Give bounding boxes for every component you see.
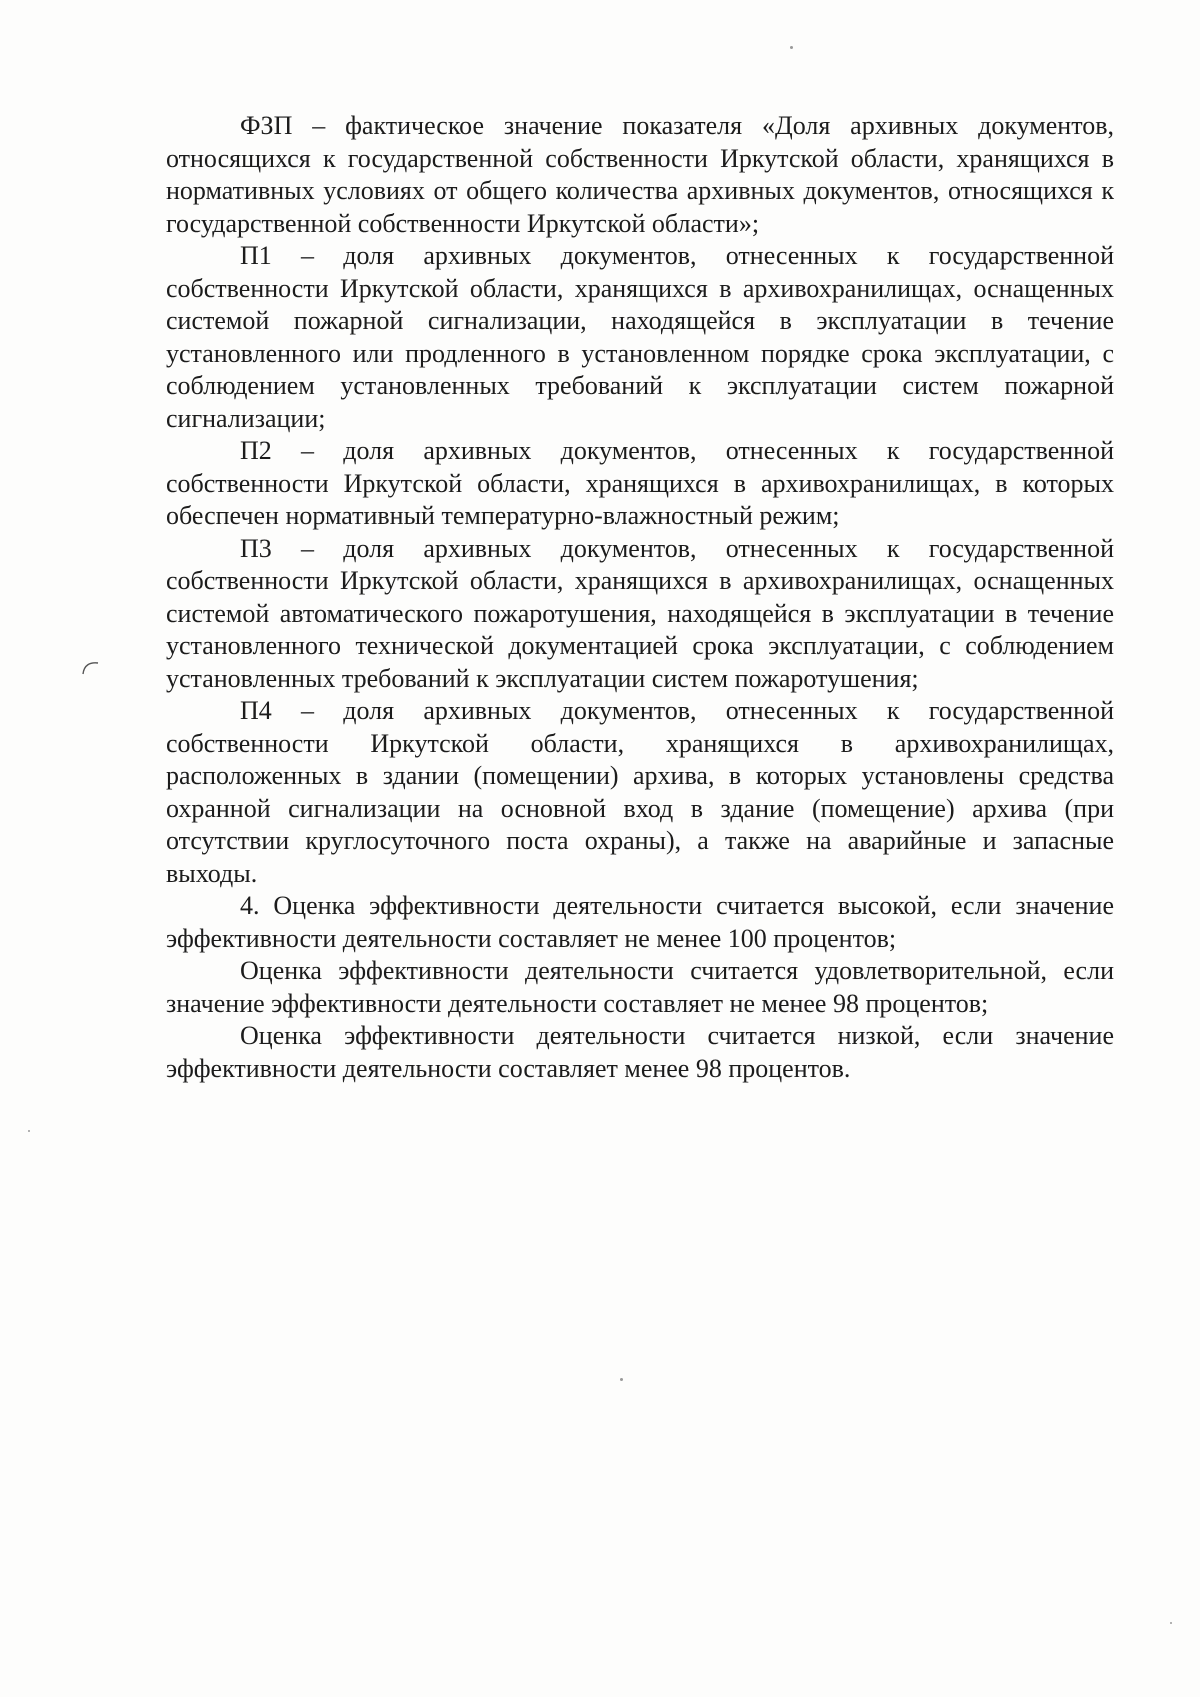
scan-speck: [28, 1130, 30, 1132]
margin-pen-mark: [80, 660, 100, 676]
paragraph-satisfactory-rating: Оценка эффективности деятельности считается удовлетворительной, если значение эффективности деятельности составляет не менее 98 процентов;: [166, 956, 1114, 1018]
paragraph-p3-definition: П3 – доля архивных документов, отнесенных к государственной собственности Иркутской области, хранящихся в архивохранилищах, оснащенных системой автоматического пожаротушения, находящейся в эксплуатации в течение установленного технической документацией срока эксплуатации, с соблюдением установленных требований к эксплуатации систем пожаротушения;: [166, 533, 1114, 693]
scan-speck: [790, 46, 793, 49]
paragraph-p2-definition: П2 – доля архивных документов, отнесенных к государственной собственности Иркутской области, хранящихся в архивохранилищах, в которых обеспечен нормативный температурно-влажностный режим;: [166, 436, 1114, 530]
paragraph-high-rating: 4. Оценка эффективности деятельности считается высокой, если значение эффективности деятельности составляет не менее 100 процентов;: [166, 891, 1114, 953]
paragraph-p1-definition: П1 – доля архивных документов, отнесенных к государственной собственности Иркутской области, хранящихся в архивохранилищах, оснащенных системой пожарной сигнализации, находящейся в эксплуатации в течение установленного или продленного в установленном порядке срока эксплуатации, с соблюдением установленных требований к эксплуатации систем пожарной сигнализации;: [166, 241, 1114, 433]
scan-speck: [1170, 1622, 1172, 1624]
paragraph-p4-definition: П4 – доля архивных документов, отнесенных к государственной собственности Иркутской области, хранящихся в архивохранилищах, расположенных в здании (помещении) архива, в которых установлены средства охранной сигнализации на основной вход в здание (помещение) архива (при отсутствии круглосуточного поста охраны), а также на аварийные и запасные выходы.: [166, 696, 1114, 888]
document-body: [166, 110, 1114, 1085]
scan-speck: [620, 1378, 623, 1381]
paragraph-low-rating: Оценка эффективности деятельности считается низкой, если значение эффективности деятельности составляет менее 98 процентов.: [166, 1021, 1114, 1083]
paragraph-fzp-definition: ФЗП – фактическое значение показателя «Доля архивных документов, относящихся к государственной собственности Иркутской области, хранящихся в нормативных условиях от общего количества архивных документов, относящихся к государственной собственности Иркутской области»;: [166, 111, 1114, 238]
